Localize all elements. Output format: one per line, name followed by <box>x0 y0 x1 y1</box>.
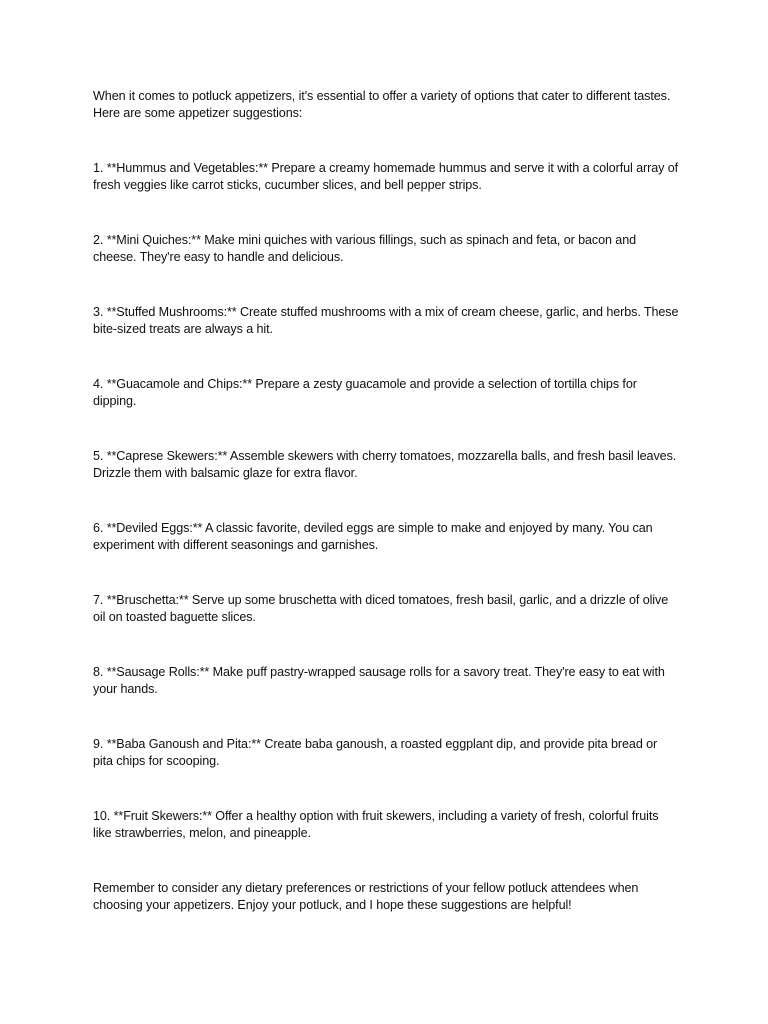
list-item: 7. **Bruschetta:** Serve up some bruschetta with diced tomatoes, fresh basil, garlic, and a drizzle of olive oil on toasted baguette slices. <box>93 593 669 624</box>
list-item: 9. **Baba Ganoush and Pita:** Create baba ganoush, a roasted eggplant dip, and provide pita bread or pita chips for scooping. <box>93 737 658 768</box>
intro-paragraph: When it comes to potluck appetizers, it's essential to offer a variety of options that cater to different tastes. Here are some appetizer suggestions: <box>93 89 671 120</box>
list-item: 10. **Fruit Skewers:** Offer a healthy option with fruit skewers, including a variety of fresh, colorful fruits like strawberries, melon, and pineapple. <box>93 809 659 840</box>
document-page <box>93 88 679 914</box>
list-item: 3. **Stuffed Mushrooms:** Create stuffed mushrooms with a mix of cream cheese, garlic, and herbs. These bite-sized treats are always a hit. <box>93 305 679 336</box>
list-item: 1. **Hummus and Vegetables:** Prepare a creamy homemade hummus and serve it with a colorful array of fresh veggies like carrot sticks, cucumber slices, and bell pepper strips. <box>93 161 678 192</box>
list-item: 6. **Deviled Eggs:** A classic favorite, deviled eggs are simple to make and enjoyed by many. You can experiment with different seasonings and garnishes. <box>93 521 653 552</box>
list-item: 2. **Mini Quiches:** Make mini quiches with various fillings, such as spinach and feta, or bacon and cheese. They're easy to handle and delicious. <box>93 233 637 264</box>
list-item: 5. **Caprese Skewers:** Assemble skewers with cherry tomatoes, mozzarella balls, and fresh basil leaves. Drizzle them with balsamic glaze for extra flavor. <box>93 449 677 480</box>
list-item: 4. **Guacamole and Chips:** Prepare a zesty guacamole and provide a selection of tortilla chips for dipping. <box>93 377 637 408</box>
closing-paragraph: Remember to consider any dietary preferences or restrictions of your fellow potluck attendees when choosing your appetizers. Enjoy your potluck, and I hope these suggestions are helpful! <box>93 881 639 912</box>
list-item: 8. **Sausage Rolls:** Make puff pastry-wrapped sausage rolls for a savory treat. They're easy to eat with your hands. <box>93 665 665 696</box>
